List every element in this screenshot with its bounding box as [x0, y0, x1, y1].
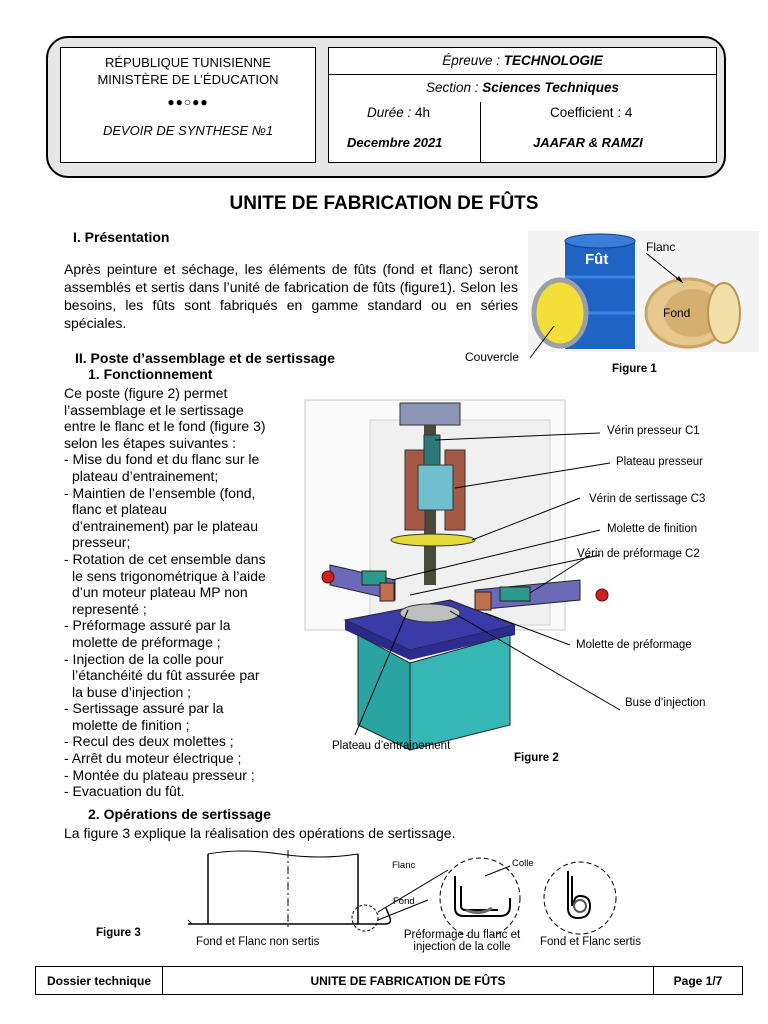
footer-page-number: Page 1/7 — [673, 973, 723, 988]
coefficient-value: : 4 — [617, 105, 633, 120]
footer-title: UNITE DE FABRICATION DE FÛTS — [163, 967, 654, 994]
step-line: - Préformage assuré par la — [64, 617, 231, 634]
intro-line: entre le flanc et le fond (figure 3) — [64, 418, 266, 435]
step-line: l’étanchéité du fût assurée par — [72, 667, 260, 684]
step-line: - Sertissage assuré par la — [64, 700, 224, 717]
page-footer — [35, 966, 743, 995]
figure2-machine-illustration — [300, 395, 730, 765]
section-value: Sciences Techniques — [482, 80, 620, 95]
page-title: UNITE DE FABRICATION DE FÛTS — [229, 193, 539, 214]
flanc-label: Flanc — [646, 240, 676, 254]
figure3-caption-preformage-line2: injection de la colle — [413, 941, 511, 953]
figure3-fond-label: Fond — [393, 896, 415, 907]
section-presentation-heading: I. Présentation — [73, 229, 170, 245]
label-buse-injection: Buse d’injection — [625, 697, 706, 709]
fonctionnement-heading: 1. Fonctionnement — [88, 366, 213, 382]
step-line: la buse d’injection ; — [72, 683, 192, 700]
step-line: flanc et plateau — [72, 501, 167, 518]
section-assemblage-heading: II. Poste d’assemblage et de sertissage — [75, 350, 335, 366]
label-verin-c3: Vérin de sertissage C3 — [589, 493, 706, 505]
duree-label: Durée : — [367, 105, 412, 120]
figure3-caption-preformage-line1: Préformage du flanc et — [403, 929, 521, 941]
step-line: d’un moteur plateau MP non — [72, 584, 248, 601]
step-line: - Rotation de cet ensemble dans — [64, 550, 266, 567]
duree-row — [367, 105, 430, 120]
separator-dots: ●●○●● — [167, 95, 209, 109]
section-row — [329, 80, 716, 95]
intro-line: selon les étapes suivantes : — [64, 434, 236, 451]
step-line: le sens trigonométrique à l’aide — [72, 567, 266, 584]
operations-sertissage-text: La figure 3 explique la réalisation des opérations de sertissage. — [64, 825, 456, 841]
figure3-caption: Figure 3 — [96, 927, 141, 939]
figure2-caption: Figure 2 — [514, 752, 559, 764]
republic-name: RÉPUBLIQUE TUNISIENNE — [105, 55, 271, 70]
figure3-caption-preformage — [392, 929, 532, 953]
fonctionnement-text — [64, 385, 266, 800]
fond-label: Fond — [663, 306, 691, 320]
step-line: - Montée du plateau presseur ; — [64, 766, 255, 783]
intro-line: l’assemblage et le sertissage — [64, 401, 244, 418]
exam-authors: JAAFAR & RAMZI — [533, 135, 643, 150]
label-verin-c2: Vérin de préformage C2 — [577, 548, 700, 560]
coefficient-row — [550, 105, 632, 120]
step-line: molette de finition ; — [72, 716, 190, 733]
label-plateau-entrainement: Plateau d’entrainement — [332, 740, 451, 752]
epreuve-value: TECHNOLOGIE — [503, 53, 603, 68]
duree-value: 4h — [415, 105, 431, 120]
fut-label: Fût — [585, 251, 609, 268]
figure3-caption-non-sertis: Fond et Flanc non sertis — [196, 936, 320, 948]
figure3-flanc-label: Flanc — [392, 860, 416, 871]
footer-dossier: Dossier technique — [36, 967, 163, 994]
epreuve-row — [329, 53, 716, 68]
label-verin-c1: Vérin presseur C1 — [607, 425, 700, 437]
ministry-name: MINISTÈRE DE L’ÉDUCATION — [97, 72, 279, 87]
step-line: plateau d’entrainement; — [72, 467, 219, 484]
step-line: d’entrainement) par le plateau — [72, 517, 259, 534]
header-divider — [329, 74, 716, 75]
coefficient-label: Coefficient — [550, 105, 614, 120]
presentation-paragraph: Après peinture et séchage, les éléments de fûts (fond et flanc) seront assemblés et sertis dans l’unité de fabrication de fûts (figure1). Selon les besoins, les fûts sont fabriqués en gamme standard ou en séries spéciales. — [64, 261, 518, 331]
intro-line: Ce poste (figure 2) permet — [64, 385, 228, 401]
exam-date: Decembre 2021 — [347, 135, 443, 150]
operations-sertissage-heading: 2. Opérations de sertissage — [88, 806, 271, 822]
header-institution-box — [60, 47, 316, 163]
label-molette-preformage: Molette de préformage — [576, 639, 692, 651]
step-line: - Arrêt du moteur électrique ; — [64, 750, 242, 767]
figure3-colle-label: Colle — [512, 858, 534, 869]
header-exam-box — [328, 47, 717, 163]
section-label: Section : — [425, 80, 479, 95]
figure3-caption-sertis: Fond et Flanc sertis — [540, 936, 641, 948]
label-molette-finition: Molette de finition — [607, 523, 698, 535]
label-plateau-presseur: Plateau presseur — [616, 456, 703, 468]
step-line: - Recul des deux molettes ; — [64, 733, 234, 750]
couvercle-label: Couvercle — [465, 350, 520, 364]
couvercle-leader-line — [528, 320, 568, 360]
step-line: representé ; — [72, 600, 147, 617]
step-line: - Evacuation du fût. — [64, 783, 185, 800]
step-line: - Mise du fond et du flanc sur le — [64, 451, 260, 468]
epreuve-label: Épreuve : — [442, 53, 500, 68]
step-line: - Injection de la colle pour — [64, 650, 224, 667]
step-line: - Maintien de l’ensemble (fond, — [64, 484, 256, 501]
step-line: presseur; — [72, 534, 131, 551]
figure1-caption: Figure 1 — [612, 363, 657, 375]
exam-type: DEVOIR DE SYNTHESE №1 — [102, 123, 274, 138]
step-line: molette de préformage ; — [72, 633, 221, 650]
header-vertical-divider — [480, 102, 481, 162]
